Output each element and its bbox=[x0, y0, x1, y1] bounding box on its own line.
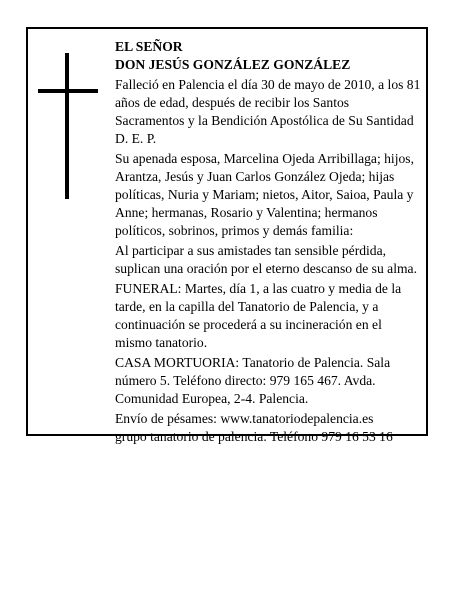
obituary-text bbox=[115, 38, 423, 446]
prayer-paragraph: Al participar a sus amistades tan sensible pérdida, suplican una oración por el eterno descanso de su alma. bbox=[115, 243, 417, 276]
death-notice-paragraph: Falleció en Palencia el día 30 de mayo de 2010, a los 81 años de edad, después de recibir los Santos Sacramentos y la Bendición Apostólica de Su Santidad D. E. P. bbox=[115, 77, 421, 146]
cross-icon bbox=[38, 53, 98, 199]
funeral-home-paragraph: CASA MORTUORIA: Tanatorio de Palencia. Sala número 5. Teléfono directo: 979 165 467. Avda. Comunidad Europea, 2-4. Palencia. bbox=[115, 355, 391, 406]
condolences-paragraph: Envío de pésames: www.tanatoriodepalencia.es grupo tanatorio de palencia. Teléfono 979 16 53 16 bbox=[115, 411, 393, 444]
funeral-paragraph: FUNERAL: Martes, día 1, a las cuatro y media de la tarde, en la capilla del Tanatorio de Palencia, y a continuación se procederá a su incineración en el mismo tanatorio. bbox=[115, 281, 402, 350]
family-paragraph: Su apenada esposa, Marcelina Ojeda Arribillaga; hijos, Arantza, Jesús y Juan Carlos González Ojeda; hijas políticas, Nuria y Mariam; nietos, Aitor, Saioa, Paula y Anne; hermanas, Rosario y Valentina; hermanos políticos, sobrinos, primos y demás familia: bbox=[115, 151, 414, 238]
title-line: EL SEÑOR bbox=[115, 39, 183, 54]
deceased-name: DON JESÚS GONZÁLEZ GONZÁLEZ bbox=[115, 57, 351, 72]
